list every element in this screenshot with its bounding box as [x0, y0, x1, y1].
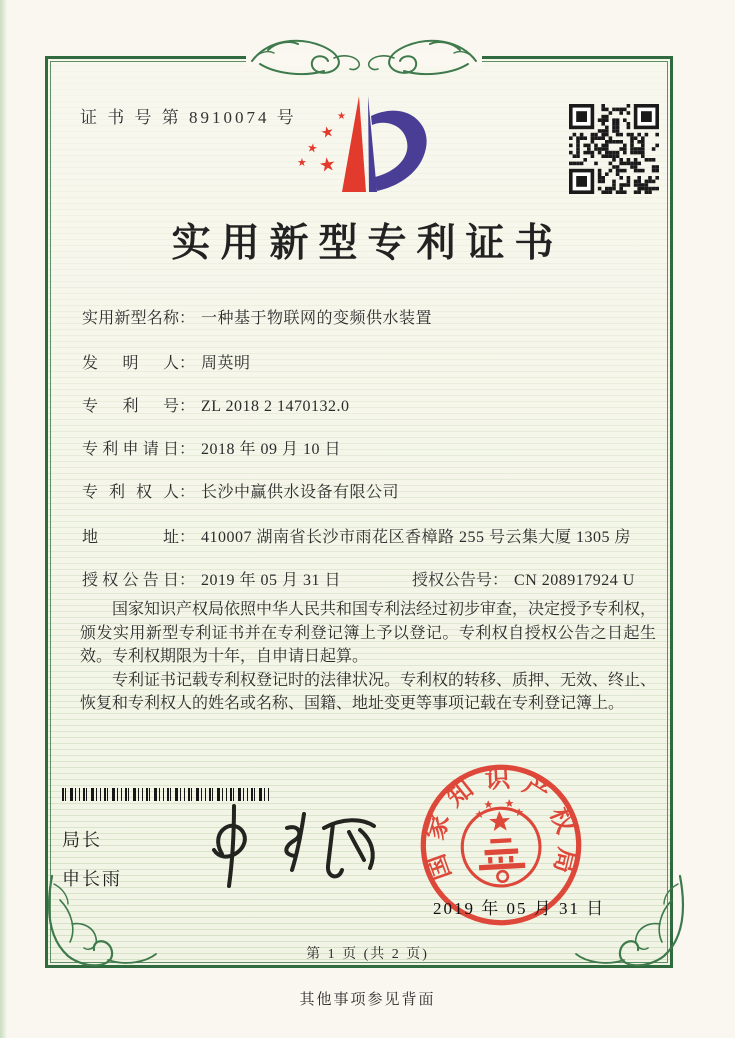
certificate-title: 实用新型专利证书: [171, 222, 564, 265]
logo-star-icon: ★: [337, 111, 346, 122]
field-row: [82, 567, 662, 590]
logo-star-icon: ★: [305, 140, 319, 156]
scan-edge: [0, 0, 7, 1038]
field-value: 2019 年 05 月 31 日: [201, 572, 342, 589]
page-number: 第 1 页 (共 2 页): [306, 947, 429, 962]
field-value: 一种基于物联网的变频供水装置: [201, 310, 433, 327]
director-title: 局长: [62, 830, 102, 850]
field-value: 周英明: [201, 355, 251, 372]
certificate-number: 证 书 号 第 8910074 号: [80, 108, 297, 127]
logo-star-icon: ★: [317, 153, 338, 178]
field-value: 410007 湖南省长沙市雨花区香樟路 255 号云集大厦 1305 房: [201, 529, 632, 546]
field-colon: ：: [179, 355, 196, 372]
field-label: 地址: [82, 529, 179, 546]
field-colon: ：: [492, 572, 509, 589]
cnipa-logo-icon: [293, 92, 438, 204]
dragon-ornament-icon: [246, 28, 482, 88]
field-label: 专利权人: [82, 484, 179, 501]
field-colon: ：: [179, 484, 196, 501]
field-label: 授权公告号: [412, 572, 493, 589]
field-value: ZL 2018 2 1470132.0: [201, 398, 350, 415]
legal-text-section: [80, 598, 656, 716]
field-row: [82, 479, 399, 502]
field-colon: ：: [179, 529, 196, 546]
legal-paragraph: 国家知识产权局依照中华人民共和国专利法经过初步审查，决定授予专利权，颁发实用新型专利证书并在专利登记簿上予以登记。专利权自授权公告之日起生效。专利权期限为十年，自申请日起算。: [80, 601, 657, 665]
signature-autograph-icon: [192, 796, 387, 896]
director-name: 申长雨: [62, 869, 122, 889]
field-label: 实用新型名称: [82, 310, 179, 327]
director-block: [62, 826, 122, 904]
logo-star-icon: ★: [297, 157, 307, 169]
field-label: 专利号: [82, 398, 179, 415]
field-label: 发明人: [82, 355, 179, 372]
logo-star-icon: ★: [319, 123, 336, 143]
field-row: [82, 436, 341, 459]
field-value: 长沙中赢供水设备有限公司: [201, 484, 400, 501]
field-row: [82, 393, 349, 416]
field-colon: ：: [179, 572, 196, 589]
field-colon: ：: [179, 310, 196, 327]
legal-paragraph: 专利证书记载专利权登记时的法律状况。专利权的转移、质押、无效、终止、恢复和专利权人的姓名或名称、国籍、地址变更等事项记载在专利登记簿上。: [80, 671, 657, 712]
field-colon: ：: [179, 441, 196, 458]
qr-code-icon: [569, 104, 659, 194]
field-colon: ：: [179, 398, 196, 415]
field-row: [82, 305, 432, 328]
field-value: CN 208917924 U: [514, 572, 635, 589]
field-label: 专利申请日: [82, 441, 179, 458]
field-row: [82, 350, 251, 373]
seal-text: 国家知识产权局: [421, 765, 581, 884]
field-value: 2018 年 09 月 10 日: [201, 441, 342, 458]
back-note: 其他事项参见背面: [299, 992, 436, 1008]
field-row: [82, 524, 631, 547]
field-group: [412, 567, 635, 590]
seal-date: 2019 年 05 月 31 日: [433, 899, 606, 918]
field-label: 授权公告日: [82, 572, 179, 589]
